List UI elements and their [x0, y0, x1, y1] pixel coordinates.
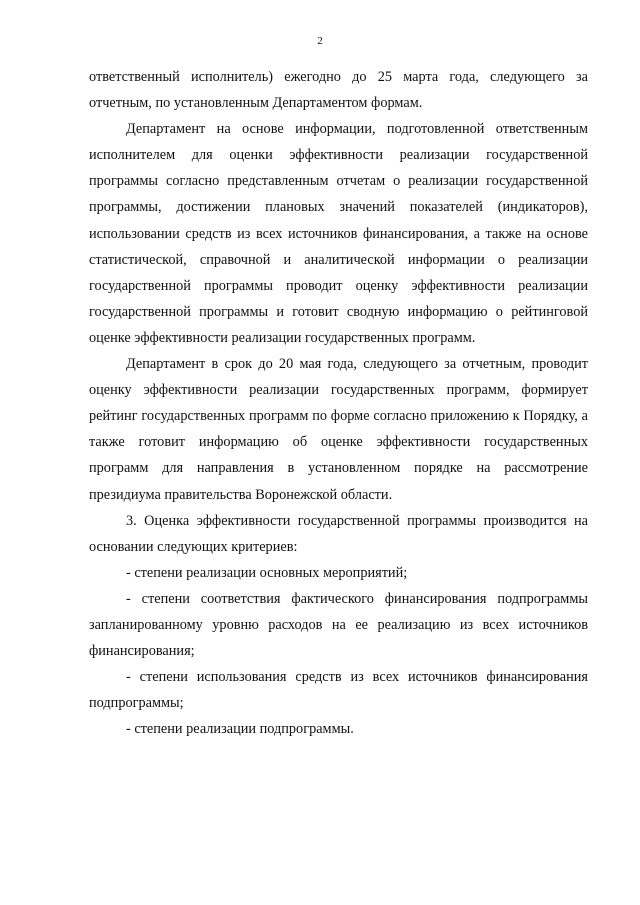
document-body [89, 64, 588, 742]
criterion-item: - степени реализации подпрограммы. [126, 721, 354, 738]
criterion-item: - степени использования средств из всех источников финансирования подпрограммы; [89, 669, 588, 712]
paragraph-department-evaluation: Департамент на основе информации, подготовленной ответственным исполнителем для оценки эффективности реализации государственной программы согласно представленным отчетам о реализации государственной программы, достижении плановых значений показателей (индикаторов), использовании средств из всех источников финансирования, а также на основе статистической, справочной и аналитической информации о реализации государственной программы проводит оценку эффективности реализации государственной программы и готовит сводную информацию о рейтинговой оценке эффективности реализации государственных программ. [89, 121, 588, 346]
paragraph-criteria-intro: 3. Оценка эффективности государственной программы производится на основании следующих критериев: [89, 512, 588, 555]
criterion-item: - степени соответствия фактического финансирования подпрограммы запланированному уровню расходов на ее реализацию из всех источников финансирования; [89, 590, 588, 660]
page-number: 2 [317, 35, 323, 47]
paragraph-continuation: ответственный исполнитель) ежегодно до 25 марта года, следующего за отчетным, по установленным Департаментом формам. [89, 69, 588, 112]
paragraph-department-rating: Департамент в срок до 20 мая года, следующего за отчетным, проводит оценку эффективности реализации государственных программ, формирует рейтинг государственных программ по форме согласно приложению к Порядку, а также готовит информацию об оценке эффективности государственных программ для направления в установленном порядке на рассмотрение президиума правительства Воронежской области. [89, 356, 588, 503]
criterion-item: - степени реализации основных мероприятий; [126, 564, 408, 581]
